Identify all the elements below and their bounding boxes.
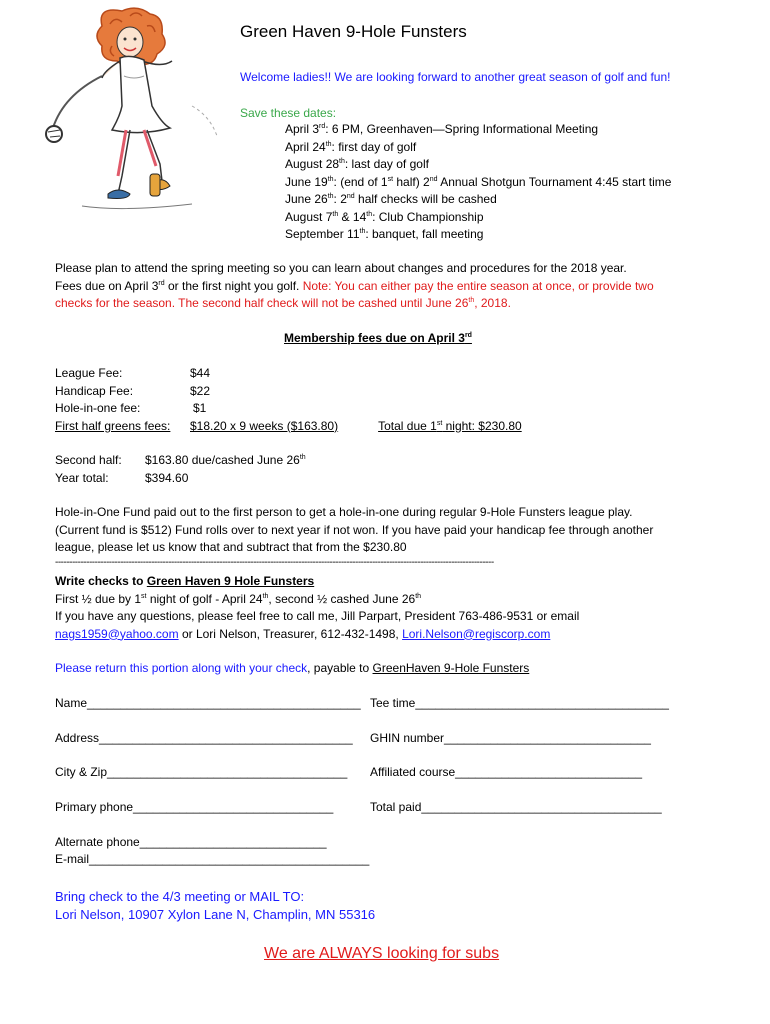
hio-line: Hole-in-One Fund paid out to the first person to get a hole-in-one during regular 9-Hole Funsters league play. [55, 505, 633, 519]
city-zip-field[interactable]: City & Zip____________________________________ [55, 765, 348, 779]
fees-values [190, 365, 522, 435]
fee-value: $1 [193, 401, 207, 415]
address-field[interactable]: Address______________________________________ [55, 731, 353, 745]
welcome-text: Welcome ladies!! We are looking forward to another great season of golf and fun! [240, 70, 671, 84]
questions-line: If you have any questions, please feel free to call me, Jill Parpart, President 763-486-9531 or email [55, 609, 580, 623]
email-field[interactable]: E-mail__________________________________________ [55, 852, 370, 866]
fee-value: $44 [190, 366, 211, 380]
hole-in-one-paragraph [55, 504, 653, 557]
primary-phone-field[interactable]: Primary phone______________________________ [55, 800, 334, 814]
second-half-value: $163.80 due/cashed June 26th [145, 453, 306, 467]
hio-line: league, please let us know that and subtract that from the $230.80 [55, 540, 407, 554]
date-item: August 7th & 14th: Club Championship [285, 209, 484, 224]
membership-heading: Membership fees due on April 3rd [284, 331, 472, 345]
plan-line: Please plan to attend the spring meeting so you can learn about changes and procedures for the 2018 year. [55, 261, 627, 275]
date-item: June 19th: (end of 1st half) 2nd Annual Shotgun Tournament 4:45 start time [285, 174, 672, 189]
date-item: September 11th: banquet, fall meeting [285, 227, 484, 241]
fee-label: League Fee: [55, 366, 123, 380]
total-paid-field[interactable]: Total paid____________________________________ [370, 800, 662, 814]
total-due: Total due 1st night: $230.80 [378, 418, 522, 433]
second-half-values [145, 452, 306, 487]
fee-value: $22 [190, 383, 211, 398]
fees-due-line: Fees due on April 3rd or the first night you golf. Note: You can either pay the entire season at once, or provide two [55, 278, 654, 293]
alternate-phone-field[interactable]: Alternate phone____________________________ [55, 835, 327, 849]
fee-label: Hole-in-one fee: [55, 401, 141, 415]
dates-list [285, 121, 671, 244]
hio-line: (Current fund is $512) Fund rolls over to next year if not won. If you have paid your handicap fee through another [55, 522, 654, 537]
email-link-lori[interactable]: Lori.Nelson@regiscorp.com [402, 626, 551, 641]
subs-message: We are ALWAYS looking for subs [264, 945, 500, 962]
fee-label: First half greens fees: [55, 418, 171, 433]
mail-to-line: Bring check to the 4/3 meeting or MAIL TO: [55, 889, 305, 904]
golfer-illustration [42, 6, 232, 216]
email-link-jill[interactable]: nags1959@yahoo.com [55, 626, 179, 641]
second-half-label: Second half: [55, 453, 122, 467]
save-dates-label: Save these dates: [240, 106, 337, 120]
return-line: Please return this portion along with your check, payable to GreenHaven 9-Hole Funsters [55, 661, 530, 675]
date-item: April 24th: first day of golf [285, 139, 417, 154]
mail-address-line: Lori Nelson, 10907 Xylon Lane N, Champlin, MN 55316 [55, 907, 376, 922]
first-half-line: First ½ due by 1st night of golf - April 24th, second ½ cashed June 26th [55, 591, 422, 606]
fees-labels [55, 365, 170, 435]
fee-value: $18.20 x 9 weeks ($163.80) Total due 1st night: $230.80 [190, 418, 522, 433]
date-item: August 28th: last day of golf [285, 157, 429, 171]
note-text: Note: You can either pay the entire season at once, or provide two [302, 278, 654, 293]
affiliated-course-field[interactable]: Affiliated course____________________________ [370, 765, 643, 779]
cut-line-divider: ----------------------------------------------------------------------------------------------------------------------------------------------------------- [55, 557, 494, 568]
year-total-value: $394.60 [145, 470, 189, 485]
mail-to-block [55, 888, 375, 924]
ghin-field[interactable]: GHIN number_______________________________ [370, 731, 651, 745]
contact-line: nags1959@yahoo.com or Lori Nelson, Treasurer, 612-432-1498, Lori.Nelson@regiscorp.com [55, 626, 551, 641]
write-checks-line: Write checks to Green Haven 9 Hole Funsters [55, 574, 315, 588]
note-line-2: checks for the season. The second half check will not be cashed until June 26th, 2018. [55, 296, 511, 310]
payment-info [55, 573, 579, 643]
tee-time-field[interactable]: Tee time______________________________________ [370, 696, 669, 710]
second-half-labels [55, 452, 122, 487]
date-item: June 26th: 2nd half checks will be cashed [285, 192, 497, 206]
year-total-label: Year total: [55, 470, 109, 485]
name-field[interactable]: Name_________________________________________ [55, 696, 361, 710]
date-item: April 3rd: 6 PM, Greenhaven—Spring Informational Meeting [285, 122, 599, 136]
page-title: Green Haven 9-Hole Funsters [240, 22, 467, 41]
plan-paragraph [55, 260, 654, 313]
fee-label: Handicap Fee: [55, 383, 134, 398]
